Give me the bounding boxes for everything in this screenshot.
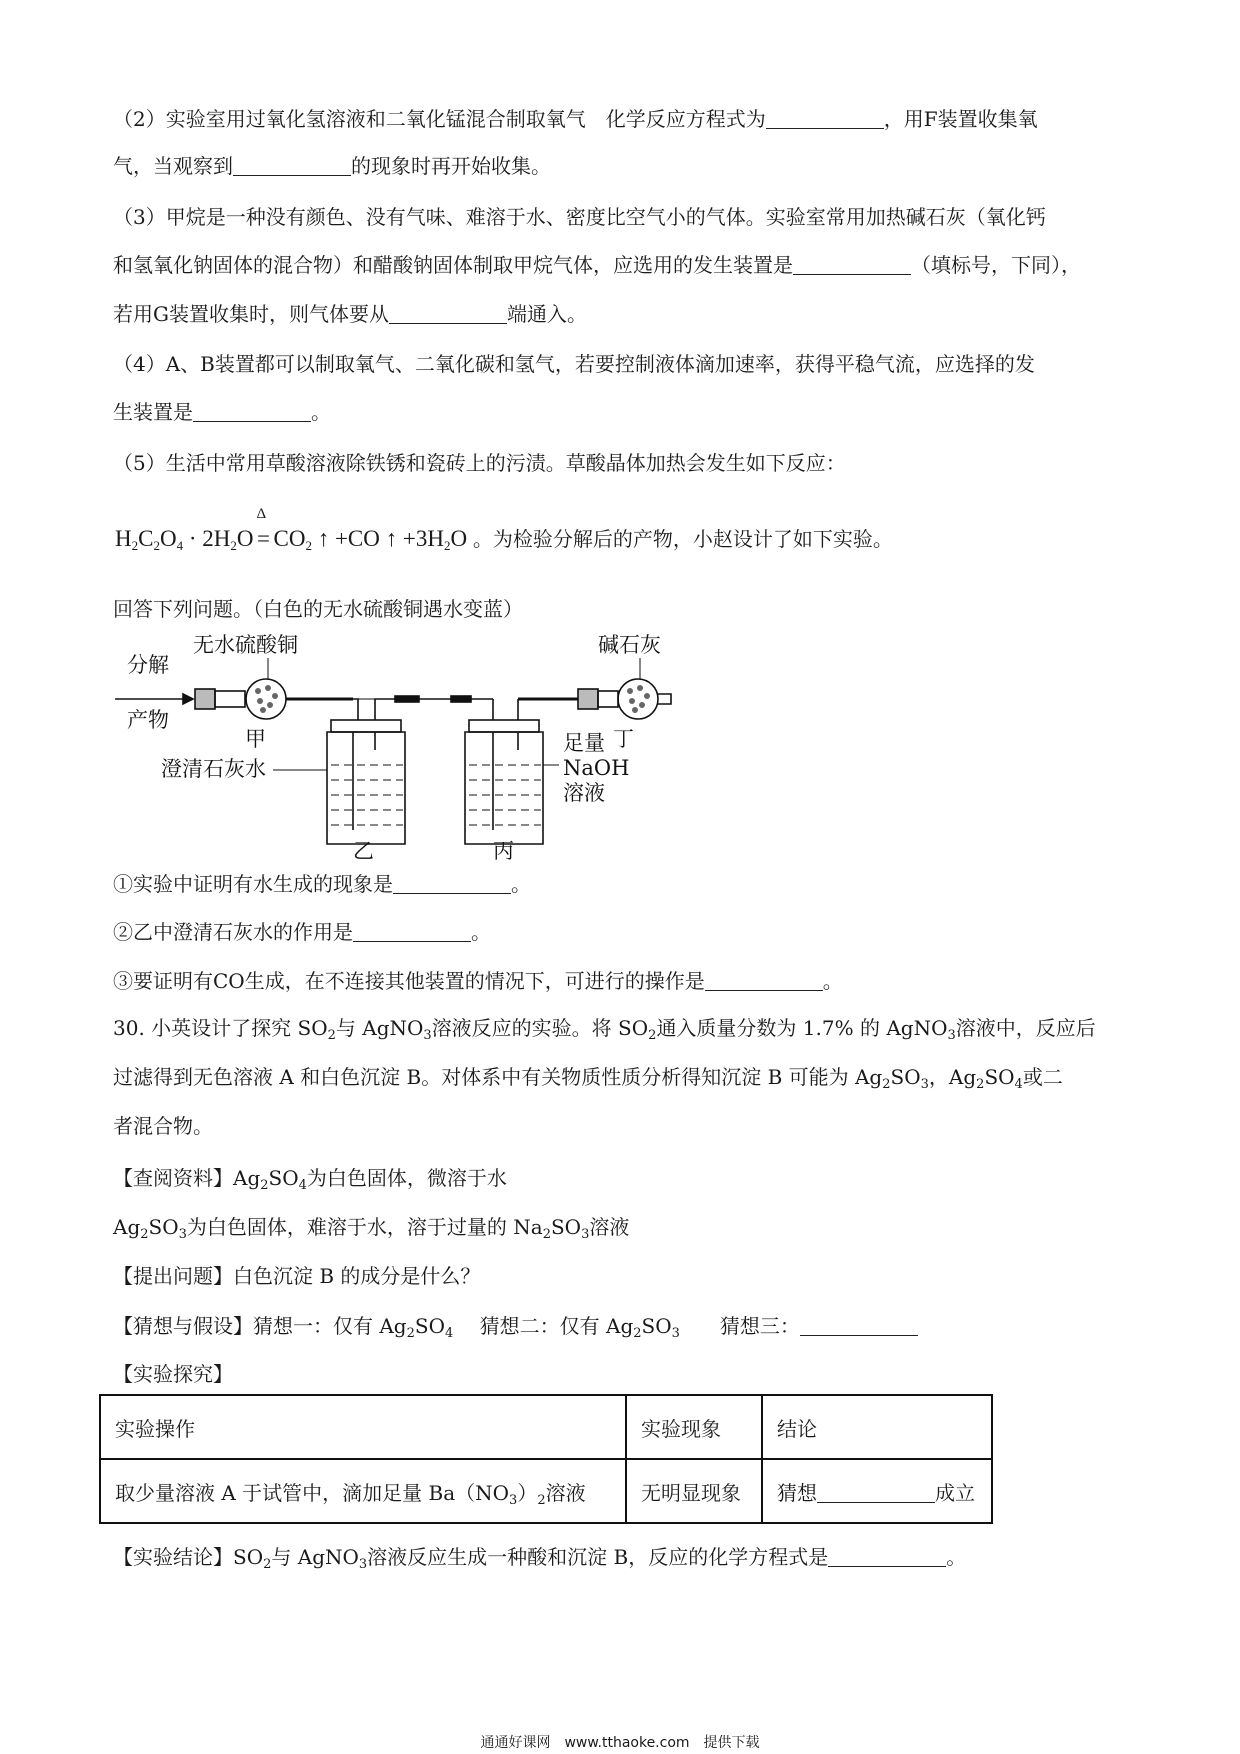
reference-2: $Ag_2SO_3$为白色固体，难溶于水，溶于过量的 $Na_2SO_3$溶液 (113, 1215, 630, 1242)
q30-line1: 30. 小英设计了探究 $SO_2$与 AgNO$_3$溶液反应的实验。将 $SO_2$通入质量分数为 1.7% 的 AgNO$_3$溶液中，反应后 (113, 1016, 1096, 1043)
answer-blank[interactable] (389, 303, 507, 324)
q3-line1: （3）甲烷是一种没有颜色、没有气味、难溶于水、密度比空气小的气体。实验室常用加热碱石灰（氧化钙 (113, 205, 1046, 229)
q5-sub1: ①实验中证明有水生成的现象是 。 (113, 872, 531, 896)
table-row (100, 1459, 992, 1523)
label-naoh-2: NaOH (563, 756, 630, 780)
answer-blank[interactable] (233, 155, 351, 176)
label-jia: 甲 (245, 727, 266, 751)
explore-heading: 【实验探究】 (113, 1362, 233, 1386)
table-header-row (100, 1395, 992, 1459)
q5-sub3: ③要证明有CO生成，在不连接其他装置的情况下，可进行的操作是 。 (113, 969, 843, 993)
answer-blank[interactable] (793, 254, 911, 275)
experiment-table (99, 1394, 993, 1524)
answer-blank[interactable] (828, 1546, 946, 1567)
cell-operation: 取少量溶液 A 于试管中，滴加足量 $Ba(NO_3)_2$溶液 (100, 1459, 626, 1523)
q2-line2: 气，当观察到 的现象时再开始收集。 (113, 154, 551, 178)
label-product-1: 分解 (127, 653, 169, 677)
q30-line2: 过滤得到无色溶液 A 和白色沉淀 B。对体系中有关物质性质分析得知沉淀 B 可能为 $Ag_2SO_3$，$Ag_2SO_4$或二 (113, 1065, 1063, 1092)
q4-line1: （4）A、B装置都可以制取氧气、二氧化碳和氢气，若要控制液体滴加速率，获得平稳气流，应选择的发 (113, 352, 1035, 376)
header-operation: 实验操作 (100, 1395, 626, 1459)
q30-line3: 者混合物。 (113, 1114, 213, 1138)
header-phenomenon: 实验现象 (626, 1395, 762, 1459)
label-product-2: 产物 (127, 708, 169, 732)
q5-line1: （5）生活中常用草酸溶液除铁锈和瓷砖上的污渍。草酸晶体加热会发生如下反应： (113, 451, 846, 475)
header-conclusion: 结论 (762, 1395, 992, 1459)
answer-blank[interactable] (353, 921, 471, 942)
answer-blank[interactable] (766, 108, 884, 129)
apparatus-diagram (113, 630, 673, 860)
q5-line3: 回答下列问题。（白色的无水硫酸铜遇水变蓝） (113, 597, 523, 621)
label-soda-lime: 碱石灰 (598, 633, 661, 657)
q3-line3: 若用G装置收集时，则气体要从 端通入。 (113, 302, 587, 326)
reference-1: 【查阅资料】$Ag_2SO_4$为白色固体，微溶于水 (113, 1166, 507, 1193)
answer-blank[interactable] (705, 970, 823, 991)
question-prompt: 【提出问题】白色沉淀 B 的成分是什么？ (113, 1264, 481, 1288)
reaction-equation: $H_2C_2O_4 \cdot 2H_2O$ Δ = $CO_2$ ↑ +CO ↑ $+3H_2O$ 。为检验分解后的产物，小赵设计了如下实验。 (115, 506, 893, 553)
cell-conclusion: 猜想 成立 (762, 1459, 992, 1523)
answer-blank[interactable] (393, 873, 511, 894)
experiment-conclusion: 【实验结论】$SO_2$与 AgNO$_3$溶液反应生成一种酸和沉淀 B，反应的化学方程式是 。 (113, 1545, 967, 1572)
q2-line1: （2）实验室用过氧化氢溶液和二氧化锰混合制取氧气 化学反应方程式为 ，用F装置收集氧 (113, 107, 1038, 131)
hypothesis-line: 【猜想与假设】猜想一：仅有 $Ag_2SO_4$ 猜想二：仅有 $Ag_2SO_3$ 猜想三： (113, 1311, 918, 1341)
answer-blank[interactable] (817, 1482, 935, 1503)
q5-sub2: ②乙中澄清石灰水的作用是 。 (113, 920, 491, 944)
label-bing: 丙 (493, 839, 514, 860)
label-ding: 丁 (613, 727, 634, 751)
label-naoh-1: 足量 (563, 731, 605, 755)
label-yi: 乙 (353, 839, 374, 860)
label-naoh-3: 溶液 (563, 781, 605, 805)
answer-blank[interactable] (800, 1315, 918, 1336)
q4-line2: 生装置是 。 (113, 400, 331, 424)
cell-phenomenon: 无明显现象 (626, 1459, 762, 1523)
q3-line2: 和氢氧化钠固体的混合物）和醋酸钠固体制取甲烷气体，应选用的发生装置是 （填标号，下同）， (113, 253, 1081, 277)
answer-blank[interactable] (193, 401, 311, 422)
footer: 通通好课网 www.tthaoke.com 提供下载 (480, 1735, 760, 1751)
label-cuso4: 无水硫酸铜 (193, 633, 298, 657)
label-limewater: 澄清石灰水 (161, 757, 266, 781)
